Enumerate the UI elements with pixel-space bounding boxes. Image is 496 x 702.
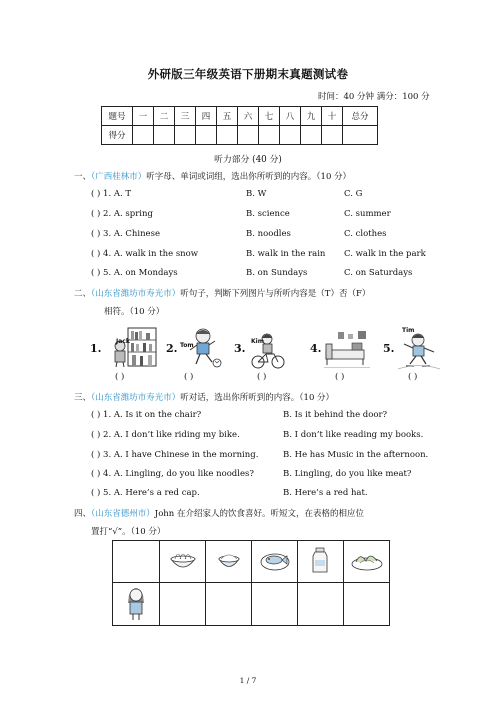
girl-avatar-icon — [123, 583, 149, 621]
picture-number: 3. — [234, 342, 246, 355]
score-table — [101, 106, 378, 145]
option-b: B. science — [246, 209, 290, 219]
question-1-5: ( ) 5. A. on Mondays — [91, 268, 178, 278]
section-region: （山东省德州市） — [91, 509, 155, 519]
section-number: 二、 — [74, 289, 92, 299]
question-3-1: ( ) 1. A. Is it on the chair? — [91, 410, 202, 420]
section-instruction: 听对话，选出你所听到的内容。（10 分） — [180, 393, 335, 403]
answer-blank-4[interactable]: ( ) — [335, 372, 345, 382]
section-instruction: 听句子，判断下列图片与所听内容是（T）否（F） — [180, 289, 371, 299]
section-4-instruction-cont: 置打“√”。（10 分） — [91, 527, 166, 537]
score-cell[interactable] — [175, 126, 196, 145]
vegetables-icon — [350, 547, 384, 573]
section-1-heading — [74, 170, 351, 182]
score-cell[interactable] — [280, 126, 301, 145]
option-b: B. I don’t like reading my books. — [283, 430, 424, 440]
section-number: 一、 — [74, 172, 92, 182]
food-header-cell — [344, 541, 390, 583]
tick-cell[interactable] — [160, 583, 206, 626]
question-3-3: ( ) 3. A. I have Chinese in the morning. — [91, 450, 259, 460]
question-1-2: ( ) 2. A. spring — [91, 209, 153, 219]
boy-at-bookshelf-picture — [108, 326, 158, 368]
room-with-bed-picture — [322, 330, 372, 368]
section-number: 四、 — [74, 509, 92, 519]
girl-riding-bike-picture — [250, 330, 286, 370]
tick-cell[interactable] — [252, 583, 298, 626]
answer-blank-5[interactable]: ( ) — [408, 372, 418, 382]
option-c: C. G — [344, 189, 363, 199]
time-info: 时间：40 分钟 满分：100 分 — [318, 92, 430, 102]
section-region: （山东省潍坊市寿光市） — [91, 393, 181, 403]
page-number: 1 / 7 — [239, 676, 257, 685]
picture-name-label: Kim — [251, 338, 264, 345]
option-b: B. walk in the rain — [246, 249, 326, 259]
question-1-1: ( ) 1. A. T — [91, 189, 132, 199]
tick-cell[interactable] — [344, 583, 390, 626]
answer-blank-2[interactable]: ( ) — [184, 372, 194, 382]
rice-icon — [215, 548, 243, 572]
page-title: 外研版三年级英语下册期末真题测试卷 — [147, 67, 349, 81]
score-cell[interactable] — [133, 126, 154, 145]
fish-icon — [259, 547, 291, 573]
score-header: 十 — [322, 107, 343, 126]
milk-icon — [310, 546, 332, 574]
picture-number: 2. — [166, 342, 178, 355]
section-2-instruction-cont: 相符。（10 分） — [104, 307, 165, 317]
food-header-cell — [298, 541, 344, 583]
score-cell[interactable] — [217, 126, 238, 145]
picture-name-label: Jack — [116, 338, 130, 345]
score-header: 七 — [259, 107, 280, 126]
food-header-cell — [206, 541, 252, 583]
score-header: 四 — [196, 107, 217, 126]
option-b: B. Is it behind the door? — [283, 410, 388, 420]
score-cell[interactable] — [343, 126, 378, 145]
option-c: C. walk in the park — [344, 249, 426, 259]
option-b: B. Lingling, do you like meat? — [283, 469, 412, 479]
blank-header-cell — [113, 541, 160, 583]
picture-number: 5. — [383, 342, 395, 355]
score-cell[interactable] — [301, 126, 322, 145]
score-header: 六 — [238, 107, 259, 126]
tick-cell[interactable] — [298, 583, 344, 626]
score-header: 二 — [154, 107, 175, 126]
section-instruction: John 在介绍家人的饮食喜好。听短文，在表格的相应位 — [154, 509, 364, 519]
listening-part-heading: 听力部分 (40 分) — [214, 155, 282, 165]
score-header: 总分 — [343, 107, 378, 126]
option-b: B. noodles — [246, 229, 291, 239]
score-header: 五 — [217, 107, 238, 126]
answer-blank-1[interactable]: ( ) — [115, 372, 125, 382]
picture-name-label: Tom — [180, 342, 194, 349]
score-header: 三 — [175, 107, 196, 126]
score-header: 八 — [280, 107, 301, 126]
option-c: C. clothes — [344, 229, 387, 239]
picture-number: 4. — [310, 342, 322, 355]
option-b: B. Here’s a red hat. — [283, 488, 368, 498]
section-number: 三、 — [74, 393, 92, 403]
question-3-4: ( ) 4. A. Lingling, do you like noodles? — [91, 469, 254, 479]
section-4-heading — [74, 507, 364, 519]
food-header-cell — [160, 541, 206, 583]
section-region: （广西桂林市） — [91, 172, 147, 182]
score-cell[interactable] — [322, 126, 343, 145]
section-2-heading — [74, 287, 370, 299]
tick-cell[interactable] — [206, 583, 252, 626]
question-3-5: ( ) 5. A. Here’s a red cap. — [91, 488, 200, 498]
option-c: C. summer — [344, 209, 391, 219]
option-b: B. on Sundays — [246, 268, 308, 278]
section-instruction: 听字母、单词或词组，选出你所听到的内容。（10 分） — [146, 172, 352, 182]
question-1-4: ( ) 4. A. walk in the snow — [91, 249, 199, 259]
picture-number: 1. — [90, 342, 102, 355]
section-region: （山东省潍坊市寿光市） — [91, 289, 181, 299]
noodles-icon — [168, 547, 198, 573]
picture-name-label: Tim — [402, 327, 415, 334]
option-b: B. W — [246, 189, 267, 199]
score-header: 题号 — [102, 107, 133, 126]
question-1-3: ( ) 3. A. Chinese — [91, 229, 160, 239]
section-3-heading — [74, 391, 334, 403]
score-cell[interactable] — [238, 126, 259, 145]
score-cell[interactable] — [154, 126, 175, 145]
answer-blank-3[interactable]: ( ) — [257, 372, 267, 382]
score-header: 九 — [301, 107, 322, 126]
score-cell[interactable] — [196, 126, 217, 145]
score-header: 一 — [133, 107, 154, 126]
option-c: C. on Saturdays — [344, 268, 413, 278]
question-3-2: ( ) 2. A. I don’t like riding my bike. — [91, 430, 240, 440]
food-preference-table — [112, 540, 390, 626]
person-cell — [113, 583, 160, 626]
option-b: B. He has Music in the afternoon. — [283, 450, 429, 460]
score-row-label: 得分 — [102, 126, 133, 145]
score-cell[interactable] — [259, 126, 280, 145]
food-header-cell — [252, 541, 298, 583]
